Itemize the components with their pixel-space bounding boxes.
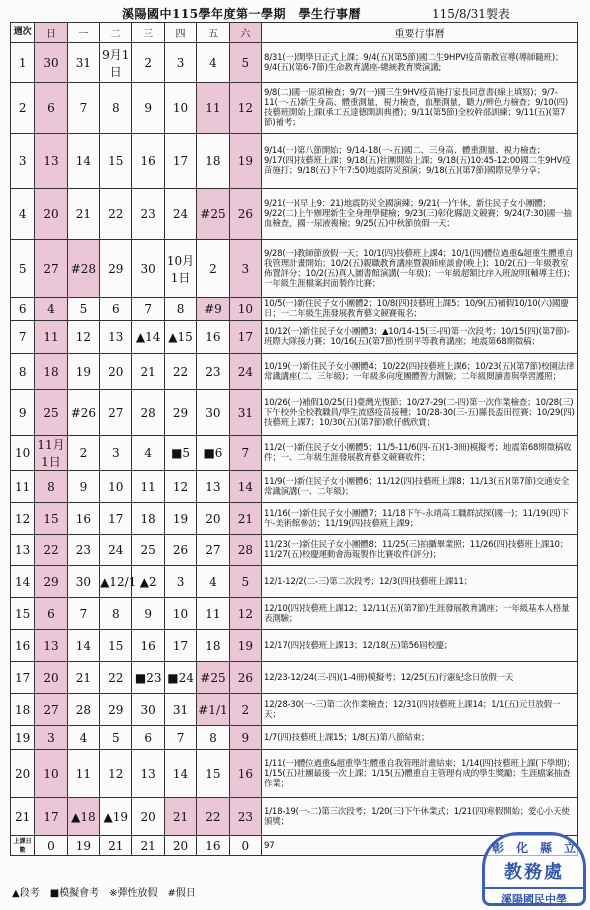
day-cell-sun: 30: [35, 43, 67, 83]
day-header-wed: 三: [132, 23, 164, 43]
day-cell-sun: 6: [35, 598, 67, 630]
day-cell-mon: 23: [67, 535, 99, 566]
week-number: 3: [11, 134, 35, 189]
day-cell-wed: 23: [132, 189, 164, 240]
week-row: [11, 321, 578, 354]
day-cell-wed: 25: [132, 535, 164, 566]
day-cell-fri: 4: [197, 43, 229, 83]
day-cell-sun: 18: [35, 354, 67, 390]
week-events: 11/9(一)新住民子女小團體6；11/12(四)技藝班上課8；11/13(五)(第7節)交通安全常識演講(一、二年級)；: [262, 471, 578, 503]
day-cell-sat: 24: [229, 354, 261, 390]
week-row: [11, 390, 578, 436]
day-cell-sun: 6: [35, 83, 67, 134]
week-events: 9/14(一)第八節開始；9/14-18(一-五)國二、三身高、體重測量、視力檢查；9/17(四)技藝班上課；9/18(五)社團開始上課；9/18(五)10:45-12:00國二生9HV疫苗施打；9/18(五)下午7:50)地震防災預演；9/18(五)(第7節)國際見學分享；: [262, 134, 578, 189]
day-cell-sun: 10: [35, 750, 67, 798]
week-events: 1/18-19(一-二)第三次段考；1/20(三)下午休業式；1/21(四)寒假開始；愛心小天使頒獎；: [262, 798, 578, 836]
day-cell-wed: 9: [132, 598, 164, 630]
day-cell-fri: 27: [197, 535, 229, 566]
week-events: 12/10(四)技藝班上課12；12/11(五)(第7節)生涯發展教育講座；一年級基本人格量表測驗；: [262, 598, 578, 630]
week-row: [11, 662, 578, 694]
day-cell-mon: ▲18: [67, 798, 99, 836]
day-cell-sun: 17: [35, 798, 67, 836]
week-number: 8: [11, 354, 35, 390]
day-cell-fri: #1/1: [197, 694, 229, 726]
day-cell-tue: 22: [100, 189, 132, 240]
day-header-mon: 一: [67, 23, 99, 43]
day-cell-mon: 19: [67, 354, 99, 390]
week-row: [11, 535, 578, 566]
week-number: 1: [11, 43, 35, 83]
day-cell-thu: 10月1日: [164, 240, 196, 298]
week-number: 10: [11, 436, 35, 471]
events-header: 重要行事曆: [262, 23, 578, 43]
week-events: 11/16(一)新住民子女小團體7；11/18下午-永靖高工職群試探(國一)；11/19(四)下午-美術館參訪；11/19(四)技藝班上課9；: [262, 503, 578, 535]
day-cell-tue: 5: [100, 726, 132, 750]
week-events: 10/26(一)補假10/25(日)臺灣光復節；10/27-29(二-四)第一次作業檢查；10/28(三)下午校外全校教職員/學生流感疫苗接種；10/28-30(三-五)縣長盃田徑賽；10/29(四)技藝班上課7；10/30(五)(第7節)歌仔戲欣賞；: [262, 390, 578, 436]
day-cell-tue: 20: [100, 354, 132, 390]
day-cell-thu: 3: [164, 43, 196, 83]
day-cell-mon: 4: [67, 726, 99, 750]
day-cell-fri: 4: [197, 566, 229, 598]
day-cell-sun: 11: [35, 321, 67, 354]
day-cell-sat: 17: [229, 321, 261, 354]
seal-line-1: 彰 化 縣 立: [491, 841, 576, 855]
week-number: 18: [11, 694, 35, 726]
day-cell-tue: 15: [100, 630, 132, 662]
day-header-thu: 四: [164, 23, 196, 43]
day-cell-thu: ▲15: [164, 321, 196, 354]
week-row: [11, 436, 578, 471]
week-events: 12/1-12/2(二-三)第二次段考；12/3(四)技藝班上課11；: [262, 566, 578, 598]
day-cell-tue: 13: [100, 321, 132, 354]
week-row: [11, 694, 578, 726]
day-cell-fri: 13: [197, 471, 229, 503]
total-days-sun: 0: [35, 836, 67, 856]
week-row: [11, 189, 578, 240]
day-cell-thu: 7: [164, 726, 196, 750]
day-cell-thu: 24: [164, 189, 196, 240]
week-header: 週次: [11, 23, 35, 43]
day-header-sat: 六: [229, 23, 261, 43]
day-cell-thu: ■5: [164, 436, 196, 471]
day-cell-sat: 12: [229, 83, 261, 134]
day-cell-wed: 18: [132, 503, 164, 535]
day-cell-tue: 24: [100, 535, 132, 566]
day-cell-mon: 16: [67, 503, 99, 535]
totals-label: 上課日數: [11, 836, 35, 856]
day-header-sun: 日: [35, 23, 67, 43]
day-cell-mon: 5: [67, 298, 99, 321]
day-cell-wed: ▲2: [132, 566, 164, 598]
day-cell-fri: 30: [197, 390, 229, 436]
day-cell-mon: #26: [67, 390, 99, 436]
day-cell-wed: 20: [132, 798, 164, 836]
day-cell-tue: 10: [100, 471, 132, 503]
week-row: [11, 240, 578, 298]
day-cell-sun: 8: [35, 471, 67, 503]
day-cell-tue: 29: [100, 694, 132, 726]
day-cell-thu: 22: [164, 354, 196, 390]
legend: ▲段考 ■模擬會考 ※彈性放假 #假日: [12, 888, 196, 899]
day-cell-sun: 22: [35, 535, 67, 566]
school-seal: [482, 832, 586, 906]
week-events: 1/11(一)體位過重&超重學生體重自我管理計畫結束；1/14(四)技藝班上課(下學期)；1/15(五)社團最後一次上課；1/15(五)體重自主管理有成的學生獎勵；生涯檔案抽查作業；: [262, 750, 578, 798]
week-row: [11, 798, 578, 836]
calendar-table: [10, 22, 578, 856]
day-cell-sat: 5: [229, 43, 261, 83]
day-cell-fri: 18: [197, 134, 229, 189]
day-cell-tue: 12: [100, 750, 132, 798]
day-cell-sun: 27: [35, 240, 67, 298]
week-events: 11/23(一)新住民子女小團體8；11/25(三)拍攝畢業照；11/26(四)技藝班上課10；11/27(五)校慶運動會海報製作比賽收件(評分)；: [262, 535, 578, 566]
total-days-mon: 19: [67, 836, 99, 856]
day-cell-sun: 3: [35, 726, 67, 750]
day-cell-sat: 28: [229, 535, 261, 566]
day-cell-sun: 29: [35, 566, 67, 598]
day-cell-tue: 9月1日: [100, 43, 132, 83]
week-row: [11, 298, 578, 321]
week-number: 21: [11, 798, 35, 836]
day-cell-wed: 9: [132, 83, 164, 134]
week-events: 1/7(四)技藝班上課15；1/8(五)第八節結束；: [262, 726, 578, 750]
week-events: 9/28(一)教師節放假一天；10/1(四)技藝班上課4；10/1(四)體位過重&超重生體重自我管理計畫開始；10/2(五)親職教育講座暨親師座談會(晚上)；10/2(五)一年級教室佈置評分；10/2(五)真人圖書館演講(一年級)；一年級超額比序入班說明(輔導主任)；一年級生涯檔案封面製作比賽；: [262, 240, 578, 298]
day-cell-tue: 22: [100, 662, 132, 694]
day-cell-tue: ▲19: [100, 798, 132, 836]
day-cell-tue: 29: [100, 240, 132, 298]
week-events: 11/2(一)新住民子女小團體5；11/5-11/6(四-五)(1-3冊)模擬考；地震第68期徵稿收件；一、二年級生涯發展教育藝文競賽收件；: [262, 436, 578, 471]
day-cell-wed: 30: [132, 240, 164, 298]
week-number: 6: [11, 298, 35, 321]
day-cell-mon: 7: [67, 83, 99, 134]
day-cell-tue: 15: [100, 134, 132, 189]
day-cell-sun: 20: [35, 662, 67, 694]
seal-line-2: 教務處: [504, 862, 564, 883]
day-cell-wed: 13: [132, 750, 164, 798]
day-cell-thu: ■24: [164, 662, 196, 694]
total-days: 97: [262, 836, 578, 856]
day-cell-wed: 16: [132, 134, 164, 189]
week-number: 11: [11, 471, 35, 503]
day-cell-thu: 12: [164, 471, 196, 503]
day-cell-thu: 17: [164, 630, 196, 662]
day-cell-wed: 7: [132, 298, 164, 321]
day-cell-sat: 7: [229, 436, 261, 471]
day-cell-sat: 21: [229, 503, 261, 535]
day-cell-thu: 14: [164, 750, 196, 798]
day-cell-wed: 2: [132, 43, 164, 83]
day-cell-sun: 27: [35, 694, 67, 726]
week-events: 8/31(一)開學日正式上課；9/4(五)(第5節)國二生9HPV疫苗衛教宣導(導師隨班)；9/4(五)(第6-7節)生命教育講座-總統教育獎演講;: [262, 43, 578, 83]
day-cell-wed: 21: [132, 354, 164, 390]
day-cell-sat: 16: [229, 750, 261, 798]
day-cell-wed: 16: [132, 630, 164, 662]
week-number: 20: [11, 750, 35, 798]
day-header-fri: 五: [197, 23, 229, 43]
day-cell-fri: #25: [197, 662, 229, 694]
day-cell-mon: 2: [67, 436, 99, 471]
day-cell-mon: #28: [67, 240, 99, 298]
day-cell-wed: 4: [132, 436, 164, 471]
week-events: 12/17(四)技藝班上課13；12/18(五)第56屆校慶；: [262, 630, 578, 662]
day-cell-fri: 15: [197, 750, 229, 798]
week-events: 9/8(二)國一原須檢查；9/7(一)國三生9HV疫苗施打家長同意書(線上填寫)；9/7-11(一-五)新生身高、體重測量，視力檢查，血壓測量，聽力/辨色力檢查；9/10(四)技藝班開始上課(承工五達德開訓典禮)；9/11(第5節)全校幹部訓練；9/11(五)(第7節)補考；: [262, 83, 578, 134]
week-events: 9/21(一)(早上9：21)地震防災全國演練；9/21(一)午休，新住民子女小團體；9/22(二)上午辦理新生全身理學健檢；9/23(三)彰化縣語文競賽；9/24(7:30)國一抽血檢查，國一尿液複檢；9/25(五)中秋節放假一天；: [262, 189, 578, 240]
day-cell-fri: 20: [197, 503, 229, 535]
week-number: 5: [11, 240, 35, 298]
week-number: 7: [11, 321, 35, 354]
day-cell-mon: 14: [67, 134, 99, 189]
day-cell-mon: 12: [67, 321, 99, 354]
day-cell-sun: 13: [35, 630, 67, 662]
week-row: [11, 726, 578, 750]
day-cell-sun: 20: [35, 189, 67, 240]
day-cell-fri: 22: [197, 798, 229, 836]
week-number: 12: [11, 503, 35, 535]
day-cell-fri: 2: [197, 240, 229, 298]
day-cell-fri: 11: [197, 83, 229, 134]
day-cell-wed: 11: [132, 471, 164, 503]
day-cell-wed: ■23: [132, 662, 164, 694]
day-cell-sat: 9: [229, 726, 261, 750]
week-number: 19: [11, 726, 35, 750]
day-cell-thu: 21: [164, 798, 196, 836]
week-number: 2: [11, 83, 35, 134]
week-number: 4: [11, 189, 35, 240]
day-cell-tue: 3: [100, 436, 132, 471]
day-cell-sat: 2: [229, 694, 261, 726]
day-cell-fri: 16: [197, 321, 229, 354]
day-cell-fri: #9: [197, 298, 229, 321]
day-cell-tue: 8: [100, 598, 132, 630]
day-cell-sun: 11月1日: [35, 436, 67, 471]
week-events: 10/12(一)新住民子女小團體3；▲10/14-15(三-四)第一次段考；10/15(四)(第7節)-班際大隊接力賽；10/16(五)(第7節)性別平等教育講座；地震第68期徵稿；: [262, 321, 578, 354]
week-row: [11, 630, 578, 662]
day-cell-sat: 5: [229, 566, 261, 598]
week-row: [11, 750, 578, 798]
day-cell-sat: 19: [229, 630, 261, 662]
header-row: [11, 23, 578, 43]
day-cell-sat: 12: [229, 598, 261, 630]
day-cell-thu: 17: [164, 134, 196, 189]
made-date: 115/8/31製表: [432, 7, 510, 21]
week-row: [11, 598, 578, 630]
week-events: 10/5(一)新住民子女小團體2；10/8(四)技藝班上課5；10/9(五)補假10/10(六)國慶日；一二年級生涯發展教育藝文競賽報名；: [262, 298, 578, 321]
week-number: 15: [11, 598, 35, 630]
day-cell-tue: 6: [100, 298, 132, 321]
week-number: 16: [11, 630, 35, 662]
week-row: [11, 134, 578, 189]
day-cell-tue: 8: [100, 83, 132, 134]
day-cell-sun: 25: [35, 390, 67, 436]
day-cell-thu: 31: [164, 694, 196, 726]
day-cell-sun: 15: [35, 503, 67, 535]
day-cell-fri: 23: [197, 354, 229, 390]
day-cell-sat: 31: [229, 390, 261, 436]
seal-line-3: 溪陽國民中學: [485, 887, 583, 907]
week-row: [11, 471, 578, 503]
day-cell-sat: 26: [229, 662, 261, 694]
day-cell-sat: 3: [229, 240, 261, 298]
day-cell-thu: 10: [164, 598, 196, 630]
total-days-thu: 20: [164, 836, 196, 856]
day-cell-wed: 6: [132, 726, 164, 750]
week-events: 10/19(一)新住民子女小團體4；10/22(四)技藝班上課6；10/23(五)(第7節)校園法律常識講座(二、三年級)；一年級多向度團體智力測驗；二年級閱讀書與學習護照；: [262, 354, 578, 390]
day-cell-fri: 8: [197, 726, 229, 750]
day-cell-sun: 13: [35, 134, 67, 189]
week-row: [11, 83, 578, 134]
day-cell-sat: 10: [229, 298, 261, 321]
week-row: [11, 566, 578, 598]
day-cell-wed: 28: [132, 390, 164, 436]
day-cell-thu: 26: [164, 535, 196, 566]
week-row: [11, 503, 578, 535]
day-cell-fri: ■6: [197, 436, 229, 471]
week-events: 12/23-12/24(三-四)(1-4冊)模擬考；12/25(五)行憲紀念日放假一天: [262, 662, 578, 694]
day-cell-tue: 27: [100, 390, 132, 436]
week-events: 12/28-30(一-三)第二次作業檢查；12/31(四)技藝班上課14；1/1(五)元旦放假一天；: [262, 694, 578, 726]
day-cell-sat: 14: [229, 471, 261, 503]
day-cell-mon: 21: [67, 189, 99, 240]
day-cell-mon: 11: [67, 750, 99, 798]
day-cell-tue: ▲12/1: [100, 566, 132, 598]
total-days-tue: 21: [100, 836, 132, 856]
day-cell-thu: 3: [164, 566, 196, 598]
day-cell-wed: 30: [132, 694, 164, 726]
day-cell-thu: 8: [164, 298, 196, 321]
week-number: 9: [11, 390, 35, 436]
day-cell-mon: 21: [67, 662, 99, 694]
day-cell-mon: 14: [67, 630, 99, 662]
day-cell-sat: 26: [229, 189, 261, 240]
day-cell-sat: 19: [229, 134, 261, 189]
day-cell-fri: 11: [197, 598, 229, 630]
day-cell-tue: 17: [100, 503, 132, 535]
total-days-fri: 16: [197, 836, 229, 856]
total-days-wed: 21: [132, 836, 164, 856]
day-cell-mon: 31: [67, 43, 99, 83]
week-row: [11, 354, 578, 390]
total-days-sat: 0: [229, 836, 261, 856]
week-number: 17: [11, 662, 35, 694]
week-row: [11, 43, 578, 83]
day-cell-wed: ▲14: [132, 321, 164, 354]
day-cell-fri: 18: [197, 630, 229, 662]
day-cell-thu: 10: [164, 83, 196, 134]
day-cell-sat: 23: [229, 798, 261, 836]
day-header-tue: 二: [100, 23, 132, 43]
day-cell-mon: 9: [67, 471, 99, 503]
page-title: 溪陽國中115學年度第一學期 學生行事曆: [122, 7, 362, 21]
week-number: 13: [11, 535, 35, 566]
day-cell-thu: 29: [164, 390, 196, 436]
title-row: [0, 5, 590, 21]
day-cell-mon: 28: [67, 694, 99, 726]
day-cell-mon: 7: [67, 598, 99, 630]
week-number: 14: [11, 566, 35, 598]
day-cell-fri: #25: [197, 189, 229, 240]
day-cell-sun: 4: [35, 298, 67, 321]
day-cell-mon: 30: [67, 566, 99, 598]
day-cell-thu: 19: [164, 503, 196, 535]
